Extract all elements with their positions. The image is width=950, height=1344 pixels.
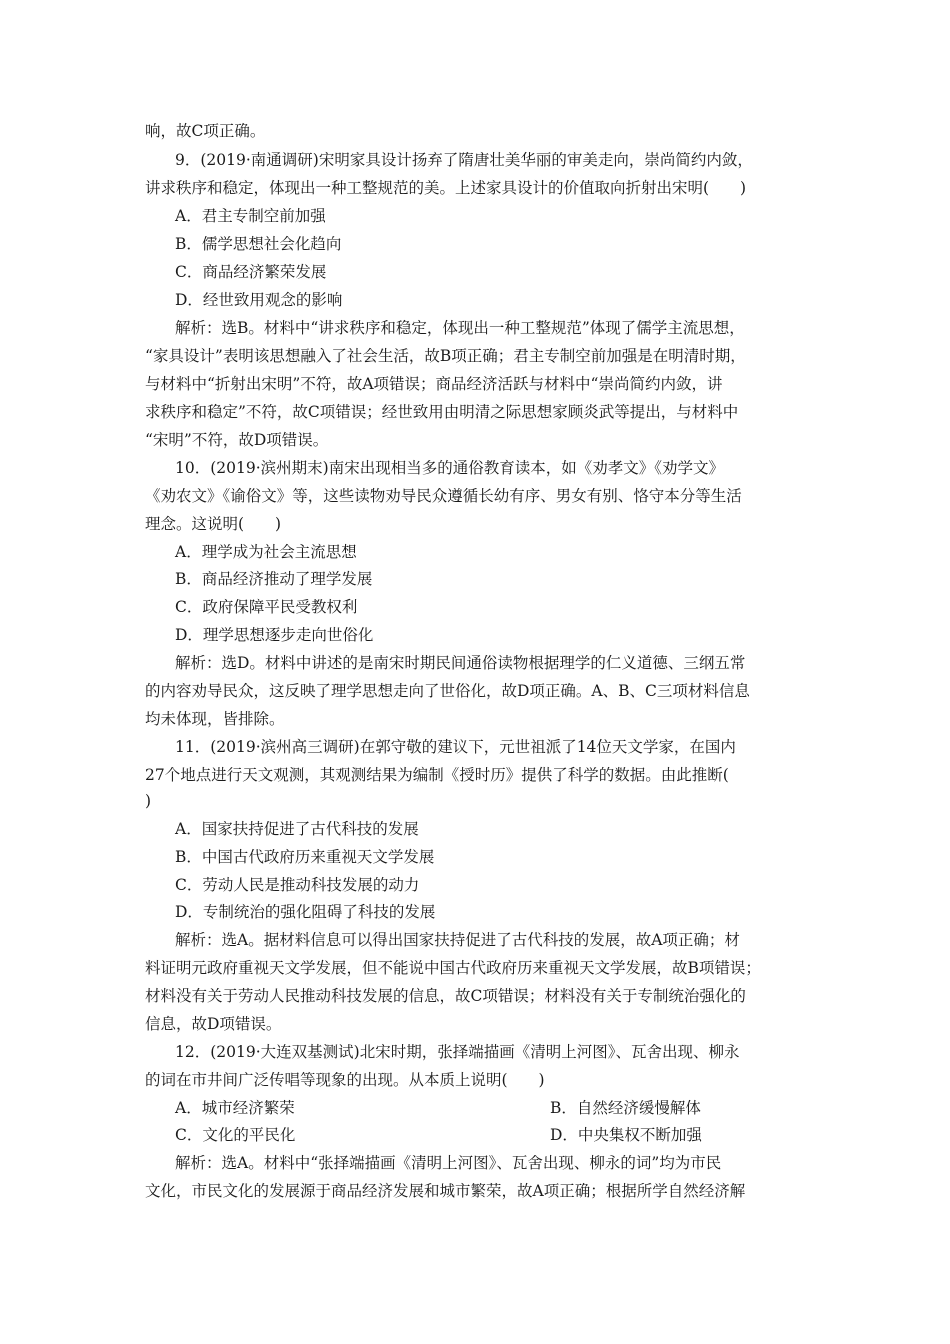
option-b: B．商品经济推动了理学发展: [175, 570, 373, 588]
option-a: A．理学成为社会主流思想: [175, 543, 357, 561]
option-d: D．理学思想逐步走向世俗化: [175, 626, 374, 644]
question-10-stem: 10．(2019·滨州期末)南宋出现相当多的通俗教育读本，如《劝孝文》《劝学文》: [175, 459, 724, 477]
analysis-9: “宋明”不符，故D项错误。: [145, 431, 329, 449]
option-a: A．城市经济繁荣: [175, 1099, 295, 1117]
question-11-stem: ): [145, 792, 152, 810]
analysis-11: 材料没有关于劳动人民推动科技发展的信息，故C项错误；材料没有关于专制统治强化的: [145, 987, 746, 1005]
analysis-12: 解析：选A。材料中“张择端描画《清明上河图》、瓦舍出现、柳永的词”均为市民: [175, 1154, 722, 1172]
text-line: 响，故C项正确。: [145, 122, 266, 140]
question-9-stem: 讲求秩序和稳定，体现出一种工整规范的美。上述家具设计的价值取向折射出宋明( ): [145, 179, 747, 197]
analysis-9: “家具设计”表明该思想融入了社会生活，故B项正确；君主专制空前加强是在明清时期，: [145, 347, 746, 365]
option-d: D．经世致用观念的影响: [175, 291, 343, 309]
option-b: B．儒学思想社会化趋向: [175, 235, 342, 253]
analysis-12: 文化，市民文化的发展源于商品经济发展和城市繁荣，故A项正确；根据所学自然经济解: [145, 1182, 746, 1200]
analysis-10: 均未体现，皆排除。: [145, 710, 285, 728]
option-a: A．国家扶持促进了古代科技的发展: [175, 820, 419, 838]
option-d: D．中央集权不断加强: [550, 1126, 702, 1144]
option-c: C．文化的平民化: [175, 1126, 296, 1144]
analysis-9: 解析：选B。材料中“讲求秩序和稳定，体现出一种工整规范”体现了儒学主流思想，: [175, 319, 745, 337]
question-9-stem: 9．(2019·南通调研)宋明家具设计扬弃了隋唐壮美华丽的审美走向，崇尚简约内敛，: [175, 151, 753, 169]
question-12-stem: 12．(2019·大连双基测试)北宋时期，张择端描画《清明上河图》、瓦舍出现、柳永: [175, 1043, 740, 1061]
option-d: D．专制统治的强化阻碍了科技的发展: [175, 903, 436, 921]
question-10-stem: 《劝农文》《谕俗文》等，这些读物劝导民众遵循长幼有序、男女有别、恪守本分等生活: [145, 487, 742, 505]
option-c: C．劳动人民是推动科技发展的动力: [175, 876, 420, 894]
question-11-stem: 11．(2019·滨州高三调研)在郭守敬的建议下，元世祖派了14位天文学家，在国内: [175, 738, 736, 756]
analysis-9: 求秩序和稳定”不符，故C项错误；经世致用由明清之际思想家顾炎武等提出，与材料中: [145, 403, 739, 421]
option-a: A．君主专制空前加强: [175, 207, 326, 225]
option-b: B．中国古代政府历来重视天文学发展: [175, 848, 435, 866]
option-c: C．商品经济繁荣发展: [175, 263, 327, 281]
analysis-10: 解析：选D。材料中讲述的是南宋时期民间通俗读物根据理学的仁义道德、三纲五常: [175, 654, 746, 672]
question-10-stem: 理念。这说明( ): [145, 515, 282, 533]
analysis-11: 解析：选A。据材料信息可以得出国家扶持促进了古代科技的发展，故A项正确；材: [175, 931, 740, 949]
analysis-9: 与材料中“折射出宋明”不符，故A项错误；商品经济活跃与材料中“崇尚简约内敛，讲: [145, 375, 723, 393]
option-b: B．自然经济缓慢解体: [550, 1099, 701, 1117]
question-11-stem: 27个地点进行天文观测，其观测结果为编制《授时历》提供了科学的数据。由此推断(: [145, 766, 729, 784]
analysis-10: 的内容劝导民众，这反映了理学思想走向了世俗化，故D项正确。A、B、C三项材料信息: [145, 682, 750, 700]
question-12-stem: 的词在市井间广泛传唱等现象的出现。从本质上说明( ): [145, 1071, 545, 1089]
analysis-11: 信息，故D项错误。: [145, 1015, 282, 1033]
analysis-11: 料证明元政府重视天文学发展，但不能说中国古代政府历来重视天文学发展，故B项错误；: [145, 959, 761, 977]
option-c: C．政府保障平民受教权利: [175, 598, 358, 616]
